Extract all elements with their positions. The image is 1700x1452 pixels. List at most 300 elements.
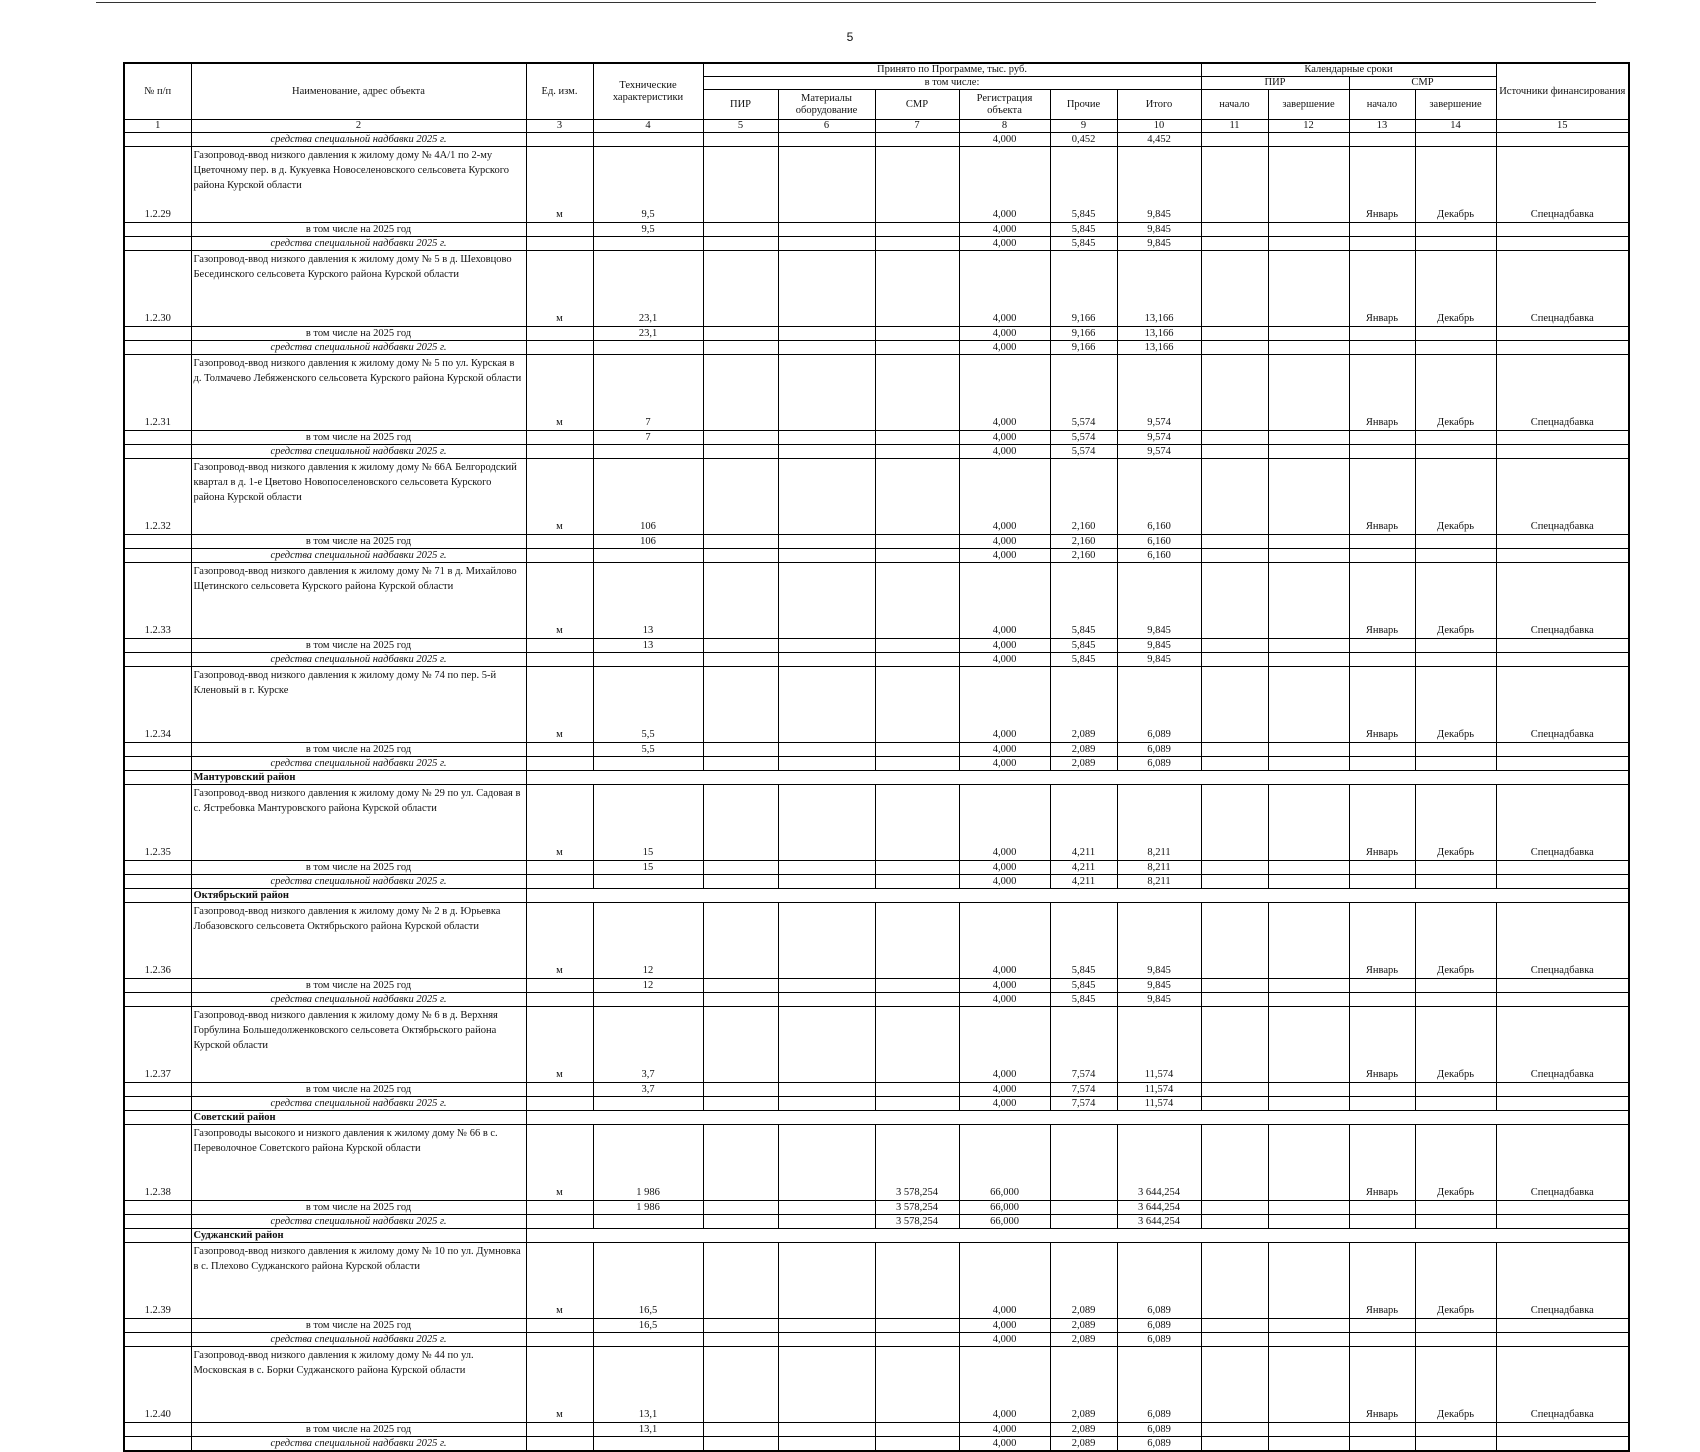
- row-number: [124, 549, 191, 563]
- materials-cell: [778, 785, 875, 861]
- other-cell: 5,845: [1050, 223, 1117, 237]
- row-label: в том числе на 2025 год: [191, 1083, 526, 1097]
- smr-cell: [875, 979, 959, 993]
- pir-cell: [703, 785, 778, 861]
- materials-cell: [778, 1083, 875, 1097]
- column-number: 4: [593, 120, 703, 133]
- source-cell: Спецнадбавка: [1496, 147, 1629, 223]
- unit-cell: м: [526, 667, 593, 743]
- column-number: 1: [124, 120, 191, 133]
- unit-cell: [526, 861, 593, 875]
- registration-cell: 66,000: [959, 1215, 1050, 1229]
- district-filler: [526, 1229, 1629, 1243]
- registration-cell: 4,000: [959, 341, 1050, 355]
- year-subtotal-row: [124, 979, 1629, 993]
- pir-start-cell: [1201, 1243, 1268, 1319]
- tech-cell: [593, 133, 703, 147]
- row-label: средства специальной надбавки 2025 г.: [191, 237, 526, 251]
- materials-cell: [778, 1201, 875, 1215]
- source-cell: [1496, 327, 1629, 341]
- materials-cell: [778, 327, 875, 341]
- other-cell: 5,845: [1050, 979, 1117, 993]
- registration-cell: 4,000: [959, 1083, 1050, 1097]
- other-cell: 7,574: [1050, 1083, 1117, 1097]
- year-subtotal-row: [124, 223, 1629, 237]
- row-label: в том числе на 2025 год: [191, 861, 526, 875]
- tech-cell: 1 986: [593, 1201, 703, 1215]
- smr-start-cell: [1349, 1319, 1415, 1333]
- header-cal-pir: ПИР: [1201, 77, 1349, 90]
- pir-cell: [703, 1007, 778, 1083]
- smr-start-cell: [1349, 431, 1415, 445]
- pir-cell: [703, 979, 778, 993]
- row-label: в том числе на 2025 год: [191, 535, 526, 549]
- district-filler: [526, 889, 1629, 903]
- materials-cell: [778, 903, 875, 979]
- source-cell: [1496, 1201, 1629, 1215]
- materials-cell: [778, 861, 875, 875]
- row-number: [124, 889, 191, 903]
- total-cell: 6,089: [1117, 1347, 1201, 1423]
- pir-start-cell: [1201, 1347, 1268, 1423]
- header-name: Наименование, адрес объекта: [191, 63, 526, 120]
- object-row: [124, 563, 1629, 639]
- source-cell: [1496, 1097, 1629, 1111]
- tech-cell: 7: [593, 355, 703, 431]
- row-number: [124, 639, 191, 653]
- row-label: в том числе на 2025 год: [191, 979, 526, 993]
- unit-cell: [526, 237, 593, 251]
- unit-cell: [526, 1319, 593, 1333]
- header-total: Итого: [1117, 90, 1201, 120]
- tech-cell: [593, 1437, 703, 1452]
- tech-cell: [593, 757, 703, 771]
- total-cell: 9,845: [1117, 993, 1201, 1007]
- smr-finish-cell: Декабрь: [1415, 1243, 1496, 1319]
- pir-cell: [703, 1125, 778, 1201]
- pir-cell: [703, 341, 778, 355]
- unit-cell: [526, 549, 593, 563]
- row-label: средства специальной надбавки 2025 г.: [191, 445, 526, 459]
- surcharge-funds-row: [124, 445, 1629, 459]
- unit-cell: [526, 1437, 593, 1452]
- smr-cell: [875, 223, 959, 237]
- smr-finish-cell: [1415, 993, 1496, 1007]
- other-cell: 2,089: [1050, 1243, 1117, 1319]
- total-cell: 9,845: [1117, 903, 1201, 979]
- header-smr-start: начало: [1349, 90, 1415, 120]
- materials-cell: [778, 147, 875, 223]
- pir-start-cell: [1201, 223, 1268, 237]
- smr-cell: [875, 251, 959, 327]
- smr-cell: 3 578,254: [875, 1201, 959, 1215]
- total-cell: 13,166: [1117, 251, 1201, 327]
- year-subtotal-row: [124, 1083, 1629, 1097]
- pir-start-cell: [1201, 757, 1268, 771]
- year-subtotal-row: [124, 1319, 1629, 1333]
- column-number: 14: [1415, 120, 1496, 133]
- smr-cell: [875, 639, 959, 653]
- other-cell: 7,574: [1050, 1007, 1117, 1083]
- pir-start-cell: [1201, 1333, 1268, 1347]
- source-cell: [1496, 639, 1629, 653]
- tech-cell: 13: [593, 639, 703, 653]
- row-label: средства специальной надбавки 2025 г.: [191, 993, 526, 1007]
- pir-start-cell: [1201, 639, 1268, 653]
- unit-cell: [526, 1423, 593, 1437]
- pir-cell: [703, 1423, 778, 1437]
- smr-cell: [875, 757, 959, 771]
- surcharge-funds-row: [124, 1437, 1629, 1452]
- row-label: средства специальной надбавки 2025 г.: [191, 133, 526, 147]
- smr-start-cell: [1349, 327, 1415, 341]
- smr-finish-cell: Декабрь: [1415, 1125, 1496, 1201]
- other-cell: [1050, 1201, 1117, 1215]
- total-cell: 11,574: [1117, 1007, 1201, 1083]
- unit-cell: [526, 743, 593, 757]
- row-label: в том числе на 2025 год: [191, 1319, 526, 1333]
- materials-cell: [778, 223, 875, 237]
- row-number: [124, 1083, 191, 1097]
- tech-cell: [593, 341, 703, 355]
- pir-finish-cell: [1268, 1215, 1349, 1229]
- other-cell: [1050, 1215, 1117, 1229]
- registration-cell: 4,000: [959, 757, 1050, 771]
- surcharge-funds-row: [124, 875, 1629, 889]
- registration-cell: 4,000: [959, 535, 1050, 549]
- table-body: [124, 133, 1629, 1452]
- total-cell: 9,574: [1117, 445, 1201, 459]
- materials-cell: [778, 237, 875, 251]
- tech-cell: 16,5: [593, 1243, 703, 1319]
- unit-cell: [526, 431, 593, 445]
- smr-cell: [875, 1423, 959, 1437]
- smr-finish-cell: [1415, 1423, 1496, 1437]
- smr-finish-cell: [1415, 743, 1496, 757]
- row-number: [124, 1111, 191, 1125]
- pir-finish-cell: [1268, 903, 1349, 979]
- object-row: [124, 147, 1629, 223]
- pir-start-cell: [1201, 1215, 1268, 1229]
- source-cell: Спецнадбавка: [1496, 1125, 1629, 1201]
- pir-cell: [703, 535, 778, 549]
- total-cell: 9,845: [1117, 653, 1201, 667]
- source-cell: [1496, 861, 1629, 875]
- pir-cell: [703, 1201, 778, 1215]
- registration-cell: 4,000: [959, 979, 1050, 993]
- materials-cell: [778, 1347, 875, 1423]
- total-cell: 3 644,254: [1117, 1215, 1201, 1229]
- total-cell: 6,160: [1117, 549, 1201, 563]
- tech-cell: 12: [593, 903, 703, 979]
- header-sources: Источники финансирования: [1496, 63, 1629, 120]
- smr-start-cell: [1349, 653, 1415, 667]
- smr-start-cell: [1349, 757, 1415, 771]
- pir-cell: [703, 1243, 778, 1319]
- pir-finish-cell: [1268, 639, 1349, 653]
- smr-cell: [875, 1333, 959, 1347]
- smr-start-cell: [1349, 1423, 1415, 1437]
- row-label: средства специальной надбавки 2025 г.: [191, 549, 526, 563]
- unit-cell: м: [526, 903, 593, 979]
- source-cell: [1496, 1319, 1629, 1333]
- object-name: Газопровод-ввод низкого давления к жилому дому № 29 по ул. Садовая в с. Ястребовка Мантуровского района Курской области: [191, 785, 526, 861]
- smr-cell: [875, 147, 959, 223]
- pir-cell: [703, 563, 778, 639]
- pir-start-cell: [1201, 1083, 1268, 1097]
- row-number: 1.2.29: [124, 147, 191, 223]
- smr-finish-cell: Декабрь: [1415, 459, 1496, 535]
- pir-start-cell: [1201, 147, 1268, 223]
- total-cell: 13,166: [1117, 341, 1201, 355]
- pir-finish-cell: [1268, 1097, 1349, 1111]
- source-cell: [1496, 549, 1629, 563]
- pir-start-cell: [1201, 1423, 1268, 1437]
- row-number: [124, 237, 191, 251]
- object-name: Газопровод-ввод низкого давления к жилому дому № 44 по ул. Московская в с. Борки Суджанского района Курской области: [191, 1347, 526, 1423]
- tech-cell: [593, 993, 703, 1007]
- other-cell: 5,845: [1050, 903, 1117, 979]
- object-row: [124, 459, 1629, 535]
- column-number: 12: [1268, 120, 1349, 133]
- pir-cell: [703, 1437, 778, 1452]
- tech-cell: 13: [593, 563, 703, 639]
- row-label: в том числе на 2025 год: [191, 1423, 526, 1437]
- smr-finish-cell: [1415, 431, 1496, 445]
- row-number: 1.2.32: [124, 459, 191, 535]
- pir-cell: [703, 1215, 778, 1229]
- other-cell: 5,845: [1050, 653, 1117, 667]
- total-cell: 9,845: [1117, 147, 1201, 223]
- row-number: 1.2.39: [124, 1243, 191, 1319]
- row-number: [124, 535, 191, 549]
- unit-cell: [526, 653, 593, 667]
- smr-start-cell: [1349, 1333, 1415, 1347]
- pir-finish-cell: [1268, 535, 1349, 549]
- smr-cell: [875, 445, 959, 459]
- row-number: [124, 757, 191, 771]
- smr-cell: [875, 1437, 959, 1452]
- source-cell: [1496, 445, 1629, 459]
- total-cell: 9,845: [1117, 979, 1201, 993]
- district-name: Октябрьский район: [191, 889, 526, 903]
- total-cell: 9,845: [1117, 639, 1201, 653]
- smr-start-cell: [1349, 743, 1415, 757]
- registration-cell: 4,000: [959, 563, 1050, 639]
- unit-cell: [526, 341, 593, 355]
- smr-finish-cell: Декабрь: [1415, 563, 1496, 639]
- pir-cell: [703, 1333, 778, 1347]
- other-cell: 5,845: [1050, 563, 1117, 639]
- smr-cell: [875, 431, 959, 445]
- tech-cell: 106: [593, 459, 703, 535]
- pir-cell: [703, 653, 778, 667]
- unit-cell: [526, 979, 593, 993]
- row-number: [124, 445, 191, 459]
- pir-start-cell: [1201, 667, 1268, 743]
- materials-cell: [778, 1423, 875, 1437]
- smr-start-cell: [1349, 1097, 1415, 1111]
- materials-cell: [778, 445, 875, 459]
- row-label: в том числе на 2025 год: [191, 639, 526, 653]
- pir-cell: [703, 875, 778, 889]
- total-cell: 8,211: [1117, 875, 1201, 889]
- smr-finish-cell: [1415, 1333, 1496, 1347]
- registration-cell: 4,000: [959, 1423, 1050, 1437]
- smr-start-cell: [1349, 1215, 1415, 1229]
- source-cell: Спецнадбавка: [1496, 903, 1629, 979]
- column-number-row: [124, 120, 1629, 133]
- column-number: 11: [1201, 120, 1268, 133]
- row-number: [124, 431, 191, 445]
- pir-start-cell: [1201, 1319, 1268, 1333]
- unit-cell: м: [526, 459, 593, 535]
- unit-cell: м: [526, 1243, 593, 1319]
- pir-cell: [703, 327, 778, 341]
- object-name: Газопровод-ввод низкого давления к жилому дому № 4А/1 по 2-му Цветочному пер. в д. Кукуевка Новоселеновского сельсовета Курского района Курской области: [191, 147, 526, 223]
- object-row: [124, 903, 1629, 979]
- smr-cell: [875, 1347, 959, 1423]
- row-number: [124, 1437, 191, 1452]
- pir-cell: [703, 549, 778, 563]
- smr-cell: [875, 549, 959, 563]
- source-cell: [1496, 535, 1629, 549]
- source-cell: [1496, 1423, 1629, 1437]
- pir-finish-cell: [1268, 327, 1349, 341]
- pir-cell: [703, 743, 778, 757]
- tech-cell: 23,1: [593, 327, 703, 341]
- pir-finish-cell: [1268, 979, 1349, 993]
- smr-cell: [875, 133, 959, 147]
- row-label: средства специальной надбавки 2025 г.: [191, 653, 526, 667]
- tech-cell: 12: [593, 979, 703, 993]
- pir-finish-cell: [1268, 133, 1349, 147]
- pir-start-cell: [1201, 1125, 1268, 1201]
- materials-cell: [778, 1319, 875, 1333]
- total-cell: 8,211: [1117, 861, 1201, 875]
- registration-cell: 4,000: [959, 1097, 1050, 1111]
- unit-cell: [526, 327, 593, 341]
- registration-cell: 4,000: [959, 327, 1050, 341]
- column-number: 13: [1349, 120, 1415, 133]
- year-subtotal-row: [124, 1201, 1629, 1215]
- smr-finish-cell: Декабрь: [1415, 355, 1496, 431]
- total-cell: 6,089: [1117, 1333, 1201, 1347]
- unit-cell: [526, 757, 593, 771]
- registration-cell: 4,000: [959, 147, 1050, 223]
- smr-cell: [875, 785, 959, 861]
- header-other: Прочие: [1050, 90, 1117, 120]
- materials-cell: [778, 535, 875, 549]
- smr-finish-cell: [1415, 327, 1496, 341]
- smr-finish-cell: Декабрь: [1415, 667, 1496, 743]
- source-cell: Спецнадбавка: [1496, 1243, 1629, 1319]
- pir-start-cell: [1201, 903, 1268, 979]
- smr-finish-cell: [1415, 445, 1496, 459]
- smr-start-cell: [1349, 549, 1415, 563]
- row-number: [124, 1229, 191, 1243]
- total-cell: 6,089: [1117, 743, 1201, 757]
- surcharge-funds-row: [124, 1333, 1629, 1347]
- tech-cell: 1 986: [593, 1125, 703, 1201]
- row-label: в том числе на 2025 год: [191, 327, 526, 341]
- pir-cell: [703, 1097, 778, 1111]
- smr-cell: [875, 993, 959, 1007]
- tech-cell: 15: [593, 861, 703, 875]
- object-row: [124, 251, 1629, 327]
- pir-cell: [703, 1083, 778, 1097]
- other-cell: 2,089: [1050, 757, 1117, 771]
- pir-finish-cell: [1268, 1007, 1349, 1083]
- tech-cell: 9,5: [593, 147, 703, 223]
- smr-finish-cell: [1415, 549, 1496, 563]
- total-cell: 4,452: [1117, 133, 1201, 147]
- materials-cell: [778, 1215, 875, 1229]
- pir-start-cell: [1201, 875, 1268, 889]
- pir-start-cell: [1201, 431, 1268, 445]
- pir-start-cell: [1201, 355, 1268, 431]
- source-cell: [1496, 1215, 1629, 1229]
- smr-cell: 3 578,254: [875, 1125, 959, 1201]
- surcharge-funds-row: [124, 549, 1629, 563]
- smr-cell: [875, 861, 959, 875]
- smr-start-cell: Январь: [1349, 903, 1415, 979]
- district-row: [124, 771, 1629, 785]
- total-cell: 6,089: [1117, 1437, 1201, 1452]
- other-cell: 5,845: [1050, 639, 1117, 653]
- materials-cell: [778, 563, 875, 639]
- smr-start-cell: [1349, 341, 1415, 355]
- pir-finish-cell: [1268, 563, 1349, 639]
- row-number: 1.2.35: [124, 785, 191, 861]
- other-cell: 2,089: [1050, 1423, 1117, 1437]
- total-cell: 9,845: [1117, 237, 1201, 251]
- object-name: Газопровод-ввод низкого давления к жилому дому № 74 по пер. 5-й Кленовый в г. Курске: [191, 667, 526, 743]
- total-cell: 13,166: [1117, 327, 1201, 341]
- row-number: [124, 653, 191, 667]
- row-number: [124, 1201, 191, 1215]
- pir-start-cell: [1201, 563, 1268, 639]
- registration-cell: 4,000: [959, 459, 1050, 535]
- surcharge-funds-row: [124, 237, 1629, 251]
- pir-finish-cell: [1268, 1125, 1349, 1201]
- row-number: [124, 1319, 191, 1333]
- row-number: [124, 861, 191, 875]
- tech-cell: [593, 549, 703, 563]
- year-subtotal-row: [124, 535, 1629, 549]
- row-number: [124, 1215, 191, 1229]
- smr-start-cell: Январь: [1349, 1007, 1415, 1083]
- smr-finish-cell: Декабрь: [1415, 1347, 1496, 1423]
- unit-cell: [526, 1083, 593, 1097]
- pir-start-cell: [1201, 549, 1268, 563]
- unit-cell: [526, 223, 593, 237]
- other-cell: 4,211: [1050, 875, 1117, 889]
- source-cell: [1496, 341, 1629, 355]
- surcharge-funds-row: [124, 993, 1629, 1007]
- smr-start-cell: [1349, 1437, 1415, 1452]
- row-label: средства специальной надбавки 2025 г.: [191, 1097, 526, 1111]
- pir-finish-cell: [1268, 237, 1349, 251]
- header-including: в том числе:: [703, 77, 1201, 90]
- total-cell: 6,089: [1117, 1243, 1201, 1319]
- object-row: [124, 785, 1629, 861]
- total-cell: 3 644,254: [1117, 1201, 1201, 1215]
- row-number: 1.2.40: [124, 1347, 191, 1423]
- total-cell: 3 644,254: [1117, 1125, 1201, 1201]
- source-cell: [1496, 1437, 1629, 1452]
- header-registration: Регистрация объекта: [959, 90, 1050, 120]
